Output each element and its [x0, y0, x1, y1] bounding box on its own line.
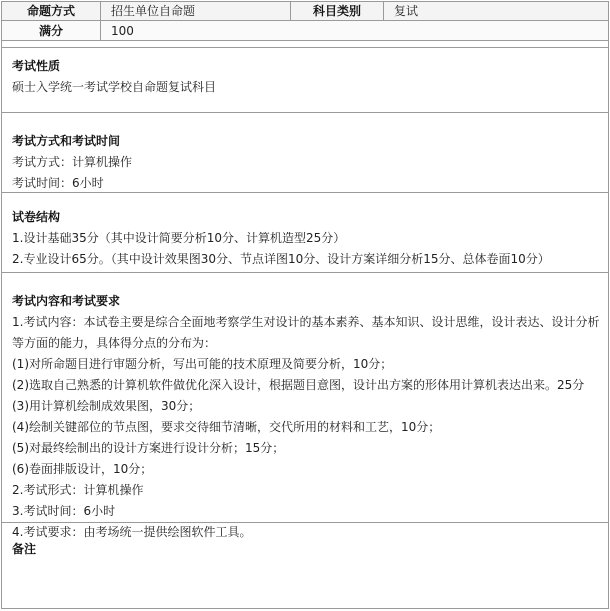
section-line: 2.专业设计65分。（其中设计效果图30分、节点详图10分、设计方案详细分析15分、总体卷面10分） — [12, 252, 550, 266]
section-line: 硕士入学统一考试学校自命题复试科目 — [12, 80, 217, 94]
section-line: 考试时间：6小时 — [12, 176, 104, 190]
score-value: 100 — [101, 21, 608, 41]
section-line: (4)绘制关键部位的节点图，要求交待细节清晰，交代所用的材料和工艺，10分； — [12, 420, 441, 434]
section-line: (2)选取自己熟悉的计算机软件做优化深入设计，根据题目意图，设计出方案的形体用计算机表达出来。25分 — [12, 378, 585, 392]
section-line: 3.考试时间：6小时 — [12, 504, 116, 518]
section-title: 备注 — [12, 542, 37, 556]
section-title: 考试方式和考试时间 — [12, 134, 121, 148]
section-title: 试卷结构 — [12, 210, 61, 224]
section-spacer — [2, 41, 608, 48]
section-intro: 1.考试内容：本试卷主要是综合全面地考察学生对设计的基本素养、基本知识、设计思维，设计表达、设计分析等方面的能力，具体得分点的分布为： — [12, 315, 600, 350]
mode-value: 招生单位自命题 — [101, 2, 291, 21]
section-title: 考试内容和考试要求 — [12, 294, 121, 308]
section-line: 2.考试形式：计算机操作 — [12, 483, 144, 497]
section-content — [2, 273, 608, 539]
category-label: 科目类别 — [291, 2, 384, 21]
section-line: 4.考试要求：由考场统一提供绘图软件工具。 — [12, 525, 252, 539]
header-row-2 — [2, 21, 608, 41]
section-line: 考试方式：计算机操作 — [12, 155, 133, 169]
section-title: 考试性质 — [12, 59, 61, 73]
section-nature — [2, 48, 608, 113]
section-line: (1)对所命题目进行审题分析，写出可能的技术原理及简要分析，10分； — [12, 357, 393, 371]
section-line: (5)对最终绘制出的设计方案进行设计分析；15分； — [12, 441, 285, 455]
section-line: (6)卷面排版设计，10分； — [12, 462, 153, 476]
section-method — [2, 113, 608, 193]
category-value: 复试 — [384, 2, 608, 21]
score-label: 满分 — [2, 21, 101, 41]
section-line: (3)用计算机绘制成效果图，30分； — [12, 399, 201, 413]
header-row-1 — [2, 2, 608, 21]
section-line: 1.设计基础35分（其中设计简要分析10分、计算机造型25分） — [12, 231, 346, 245]
section-structure — [2, 193, 608, 273]
exam-syllabus-table — [1, 1, 609, 609]
mode-label: 命题方式 — [2, 2, 101, 21]
